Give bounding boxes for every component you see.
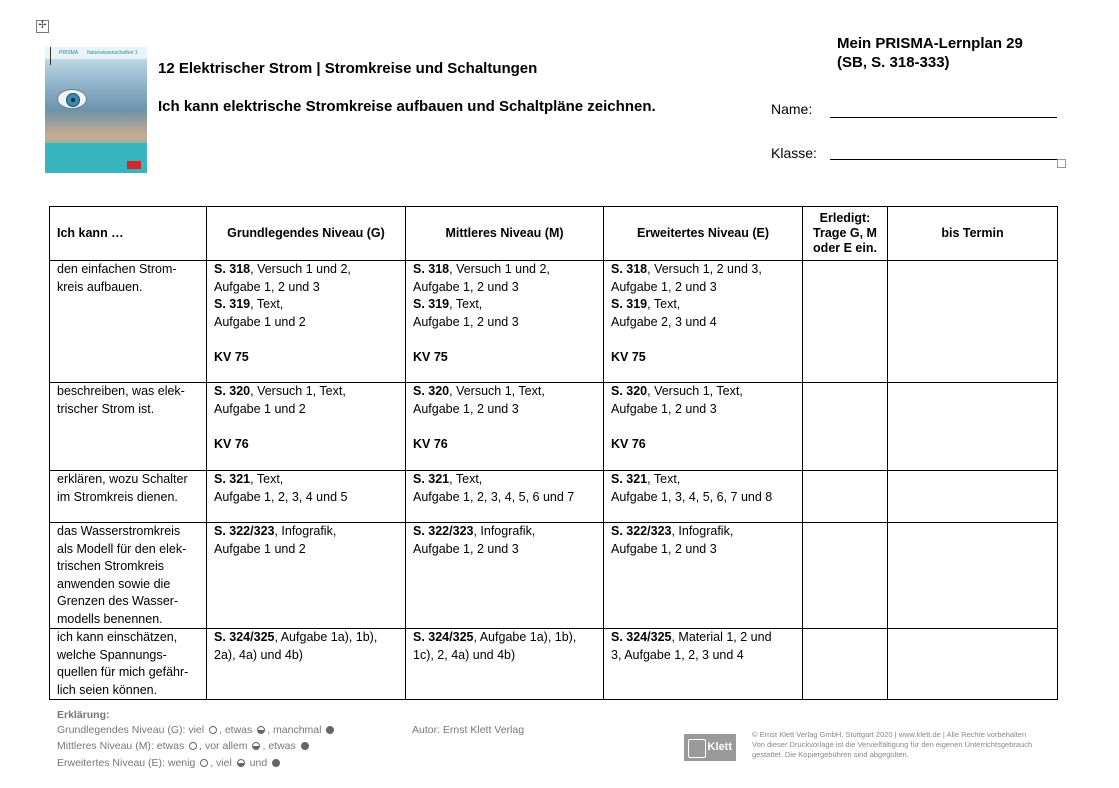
ich-kann-line: trischer Strom ist. [57, 401, 155, 416]
page-ref: S. 322/323 [413, 524, 474, 538]
header-erledigt-line3: oder E ein. [813, 241, 877, 255]
termin-input-cell[interactable] [888, 629, 1058, 700]
ich-kann-line: kreis aufbauen. [57, 279, 143, 294]
task-line [214, 296, 398, 314]
page-ref: S. 320 [413, 384, 450, 398]
termin-input-cell[interactable] [888, 261, 1058, 383]
task-text: , Infografik, [473, 524, 536, 538]
task-text: , Text, [250, 472, 284, 486]
circle-full-icon [301, 742, 309, 750]
task-text: Aufgabe 1, 2 und 3 [214, 279, 320, 294]
task-text: , Infografik, [274, 524, 337, 538]
ich-kann-line: Grenzen des Wasser- [57, 594, 179, 608]
ich-kann-line: lich seien können. [57, 682, 158, 697]
ich-kann-line: erklären, wozu Schalter [57, 472, 188, 486]
cell-niveau-g [207, 629, 406, 700]
eye-graphic [57, 89, 87, 109]
erledigt-input-cell[interactable] [803, 471, 888, 523]
ich-kann-line: das Wasserstromkreis [57, 524, 181, 538]
task-text: Aufgabe 1, 2 und 3 [413, 314, 519, 329]
task-text: Aufgabe 1 und 2 [214, 541, 306, 556]
circle-empty-icon [200, 759, 208, 767]
circle-half-icon [237, 759, 245, 767]
circle-empty-icon [209, 726, 217, 734]
legend-g-a: , etwas [219, 724, 256, 736]
task-line [214, 261, 398, 279]
cell-niveau-g [207, 261, 406, 383]
header-erledigt [803, 207, 888, 261]
klett-logo-text: Klett [707, 741, 732, 753]
kv-ref: KV 76 [214, 436, 249, 451]
task-line [413, 383, 596, 401]
termin-input-cell[interactable] [888, 383, 1058, 471]
erledigt-input-cell[interactable] [803, 261, 888, 383]
task-text: , Text, [250, 297, 284, 311]
task-line [214, 383, 398, 401]
task-line [214, 279, 398, 297]
task-text: Aufgabe 1, 2 und 3 [413, 401, 519, 416]
klett-mark-icon [688, 739, 706, 758]
header-erledigt-line2: Trage G, M [813, 226, 877, 240]
termin-input-cell[interactable] [888, 471, 1058, 523]
header-grundlegend: Grundlegendes Niveau (G) [207, 207, 406, 261]
task-text: 2a), 4a) und 4b) [214, 647, 303, 662]
task-line [214, 541, 398, 559]
page-ref: S. 318 [611, 262, 648, 276]
task-text: , Text, [647, 472, 681, 486]
task-text: , Text, [449, 472, 483, 486]
table-row [50, 523, 1058, 629]
circle-half-icon [252, 742, 260, 750]
autor: Autor: Ernst Klett Verlag [412, 724, 525, 736]
task-line [413, 541, 596, 559]
copyright-line2: Von dieser Druckvorlage ist die Vervielfältigung für den eigenen Unterrichtsgebrauch [752, 740, 1033, 749]
page-ref: S. 322/323 [611, 524, 672, 538]
cell-niveau-g [207, 383, 406, 471]
task-line [611, 279, 795, 297]
kv-ref: KV 75 [413, 349, 448, 364]
task-text: , Versuch 1, Text, [449, 384, 545, 398]
lernplan-title [837, 34, 1023, 72]
ich-kann-line: welche Spannungs- [57, 647, 167, 662]
task-text: , Text, [449, 297, 483, 311]
cell-ich-kann [50, 523, 207, 629]
task-text: Aufgabe 1, 2, 3, 4 und 5 [214, 489, 348, 504]
book-cover-image [45, 47, 147, 173]
task-text: Aufgabe 2, 3 und 4 [611, 314, 717, 329]
task-text: Aufgabe 1, 2, 3, 4, 5, 6 und 7 [413, 489, 575, 504]
table-row [50, 629, 1058, 700]
page-ref: S. 318 [214, 262, 251, 276]
lernplan-table [49, 206, 1058, 700]
ich-kann-line: den einfachen Strom- [57, 262, 177, 276]
name-field[interactable] [830, 117, 1057, 118]
task-text: , Material 1, 2 und [671, 630, 772, 644]
task-line [611, 314, 795, 332]
task-line [611, 489, 795, 507]
cover-subtitle: Naturwissenschaften 1 [87, 50, 138, 56]
cover-brand: PRISMA [59, 50, 79, 56]
task-line [413, 261, 596, 279]
task-text: , Versuch 1 und 2, [250, 262, 351, 276]
lernplan-title-line1: Mein PRISMA-Lernplan 29 [837, 35, 1023, 52]
task-line [413, 279, 596, 297]
task-line [214, 647, 398, 665]
chapter-title: 12 Elektrischer Strom | Stromkreise und Schaltungen [158, 60, 538, 77]
name-label: Name: [771, 101, 813, 117]
cell-ich-kann [50, 383, 207, 471]
task-text: Aufgabe 1, 2 und 3 [611, 401, 717, 416]
task-text: , Aufgabe 1a), 1b), [274, 630, 378, 644]
table-row [50, 471, 1058, 523]
task-text: , Aufgabe 1a), 1b), [473, 630, 577, 644]
task-line [611, 629, 795, 647]
klasse-field[interactable] [830, 159, 1057, 160]
cell-niveau-g [207, 471, 406, 523]
cell-ich-kann [50, 629, 207, 700]
klett-cover-logo-icon [127, 161, 141, 169]
header-erledigt-line1: Erledigt: [819, 211, 871, 225]
kv-ref: KV 76 [413, 436, 448, 451]
cell-niveau-m [406, 471, 604, 523]
circle-full-icon [272, 759, 280, 767]
task-text: Aufgabe 1 und 2 [214, 401, 306, 416]
task-line [413, 523, 596, 541]
page-ref: S. 321 [413, 472, 450, 486]
legend-erweitert [57, 757, 282, 769]
resize-handle-icon[interactable] [1057, 159, 1066, 168]
ich-kann-line: modells benennen. [57, 611, 163, 626]
page-ref: S. 320 [611, 384, 648, 398]
cell-niveau-m [406, 383, 604, 471]
page-ref: S. 321 [214, 472, 251, 486]
legend-e-prefix: Erweitertes Niveau (E): wenig [57, 757, 199, 769]
ich-kann-line: trischen Stromkreis [57, 559, 164, 573]
task-line [214, 471, 398, 489]
task-line [214, 314, 398, 332]
copyright-line1: © Ernst Klett Verlag GmbH, Stuttgart 2020 | www.klett.de | Alle Rechte vorbehalten [752, 730, 1027, 739]
page-ref: S. 319 [214, 297, 251, 311]
task-text: Aufgabe 1, 2 und 3 [413, 541, 519, 556]
ich-kann-line: ich kann einschätzen, [57, 630, 178, 644]
klasse-label: Klasse: [771, 145, 817, 161]
table-row [50, 261, 1058, 383]
task-text: Aufgabe 1, 2 und 3 [611, 279, 717, 294]
table-row [50, 383, 1058, 471]
cell-ich-kann [50, 261, 207, 383]
task-line [413, 401, 596, 419]
task-text: , Text, [647, 297, 681, 311]
task-line [214, 489, 398, 507]
erledigt-input-cell[interactable] [803, 383, 888, 471]
task-line [214, 523, 398, 541]
erledigt-input-cell[interactable] [803, 629, 888, 700]
cell-niveau-g [207, 523, 406, 629]
header-mittel: Mittleres Niveau (M) [406, 207, 604, 261]
task-line [413, 629, 596, 647]
legend-m-prefix: Mittleres Niveau (M): etwas [57, 740, 188, 752]
task-line [413, 314, 596, 332]
task-text: , Versuch 1, 2 und 3, [647, 262, 762, 276]
legend-mittel [57, 740, 311, 752]
legend-e-a: , viel [210, 757, 235, 769]
header-ich-kann: Ich kann … [50, 207, 207, 261]
cell-niveau-m [406, 629, 604, 700]
legend-m-a: , vor allem [199, 740, 251, 752]
task-line [214, 401, 398, 419]
ich-kann-line: anwenden sowie die [57, 576, 171, 591]
circle-empty-icon [189, 742, 197, 750]
page-ref: S. 322/323 [214, 524, 275, 538]
copyright-line3: gestattet. Die Kopiergebühren sind abgegolten. [752, 750, 909, 759]
task-line [413, 489, 596, 507]
header-erweitert: Erweitertes Niveau (E) [604, 207, 803, 261]
cell-niveau-e [604, 383, 803, 471]
task-text: , Versuch 1 und 2, [449, 262, 550, 276]
lernplan-title-line2: (SB, S. 318-333) [837, 54, 950, 71]
task-line [214, 629, 398, 647]
table-move-handle-icon[interactable]: ✢ [36, 20, 49, 33]
task-line [611, 541, 795, 559]
legend-m-b: , etwas [262, 740, 299, 752]
page-ref: S. 324/325 [413, 630, 474, 644]
ich-kann-line: im Stromkreis dienen. [57, 489, 178, 504]
task-text: Aufgabe 1, 3, 4, 5, 6, 7 und 8 [611, 489, 773, 504]
kv-ref: KV 75 [214, 349, 249, 364]
task-line [611, 296, 795, 314]
task-text: Aufgabe 1 und 2 [214, 314, 306, 329]
task-text: , Versuch 1, Text, [647, 384, 743, 398]
task-line [413, 296, 596, 314]
task-line [611, 261, 795, 279]
task-line [413, 647, 596, 665]
kv-ref: KV 76 [611, 436, 646, 451]
task-text: , Infografik, [671, 524, 734, 538]
page-ref: S. 319 [413, 297, 450, 311]
circle-half-icon [257, 726, 265, 734]
circle-full-icon [326, 726, 334, 734]
erklaerung-title: Erklärung: [57, 709, 110, 721]
kv-ref: KV 75 [611, 349, 646, 364]
klett-logo [684, 734, 736, 761]
task-text: , Versuch 1, Text, [250, 384, 346, 398]
cell-niveau-e [604, 261, 803, 383]
page-ref: S. 320 [214, 384, 251, 398]
termin-input-cell[interactable] [888, 523, 1058, 629]
task-line [611, 471, 795, 489]
cell-niveau-m [406, 261, 604, 383]
cover-band [45, 47, 147, 59]
cell-niveau-e [604, 523, 803, 629]
legend-g-prefix: Grundlegendes Niveau (G): viel [57, 724, 207, 736]
header-termin: bis Termin [888, 207, 1058, 261]
task-line [611, 383, 795, 401]
page-ref: S. 324/325 [214, 630, 275, 644]
cell-ich-kann [50, 471, 207, 523]
task-line [413, 471, 596, 489]
table-header-row [50, 207, 1058, 261]
task-text: 3, Aufgabe 1, 2, 3 und 4 [611, 647, 744, 662]
ich-kann-line: als Modell für den elek- [57, 541, 187, 556]
learning-goal: Ich kann elektrische Stromkreise aufbauen und Schaltpläne zeichnen. [158, 98, 656, 115]
task-text: Aufgabe 1, 2 und 3 [611, 541, 717, 556]
task-text: 1c), 2, 4a) und 4b) [413, 647, 516, 662]
page-ref: S. 318 [413, 262, 450, 276]
ich-kann-line: quellen für mich gefähr- [57, 665, 189, 679]
ich-kann-line: beschreiben, was elek- [57, 384, 185, 398]
cell-niveau-e [604, 629, 803, 700]
task-text: Aufgabe 1, 2 und 3 [413, 279, 519, 294]
task-line [611, 523, 795, 541]
task-line [611, 647, 795, 665]
legend-g-b: , manchmal [267, 724, 325, 736]
legend-e-b: und [246, 757, 271, 769]
legend-grundlegend [57, 724, 336, 736]
cover-line-divider [50, 47, 51, 65]
cell-niveau-e [604, 471, 803, 523]
page-ref: S. 324/325 [611, 630, 672, 644]
cell-niveau-m [406, 523, 604, 629]
page-ref: S. 319 [611, 297, 648, 311]
task-line [611, 401, 795, 419]
page-ref: S. 321 [611, 472, 648, 486]
erledigt-input-cell[interactable] [803, 523, 888, 629]
copyright [752, 730, 1062, 760]
